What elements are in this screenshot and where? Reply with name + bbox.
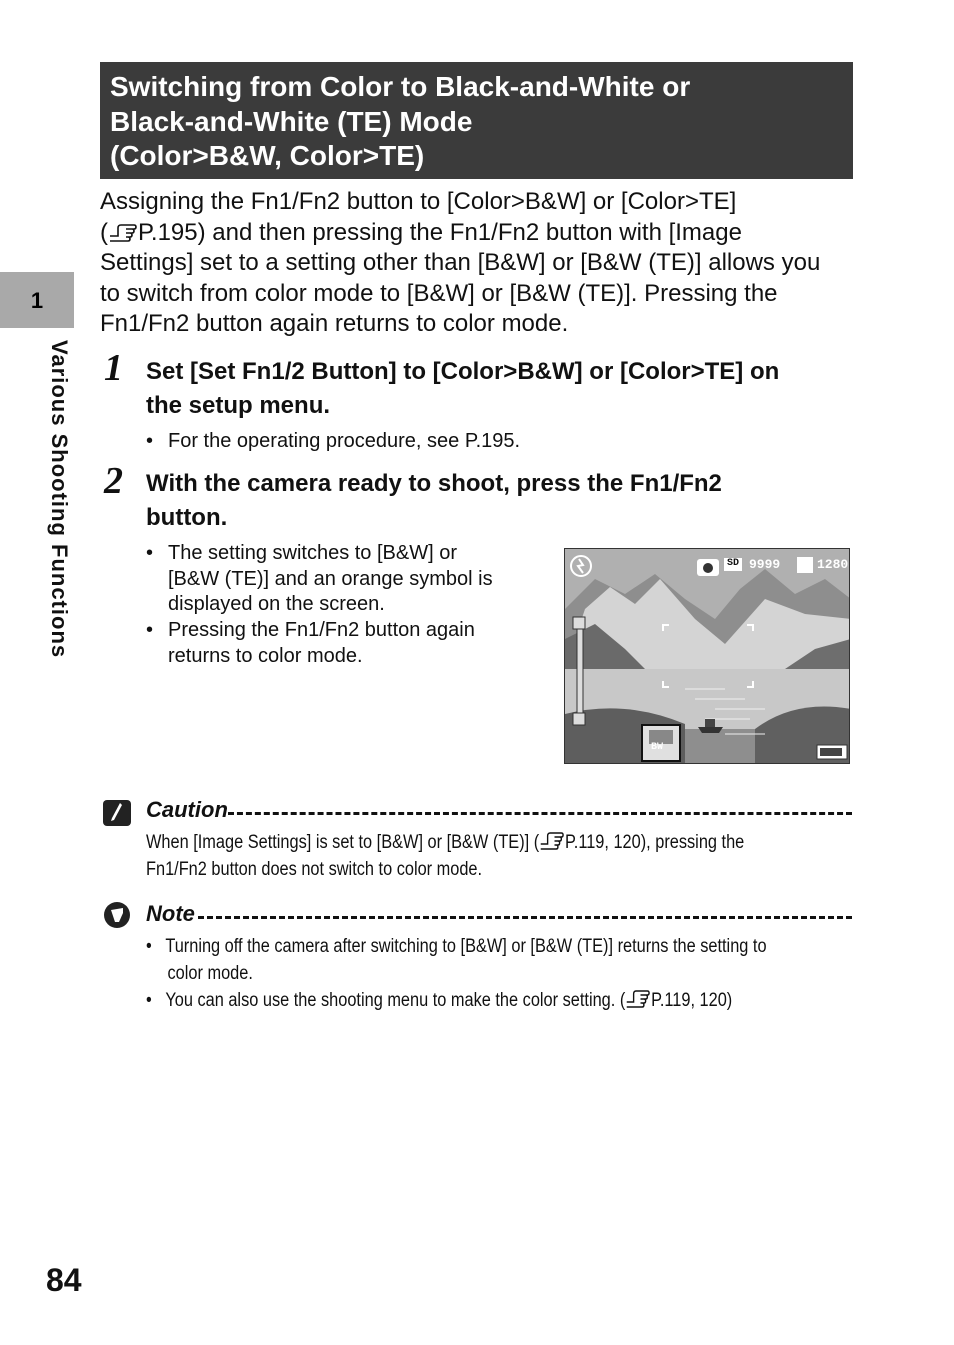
lcd-shots-remaining: 9999 [749, 557, 781, 572]
reference-hand-icon [539, 830, 565, 850]
note-bullet-2: • You can also use the shooting menu to make the color setting. ( P.119, 120) [146, 990, 733, 1011]
intro-line-1: Assigning the Fn1/Fn2 button to [Color>B&W] or [Color>TE] [100, 188, 737, 215]
caution-line-2: Fn1/Fn2 button does not switch to color mode. [146, 859, 483, 880]
step-1-title-line-1: Set [Set Fn1/2 Button] to [Color>B&W] or [Color>TE] on [146, 358, 780, 385]
intro-line-2 [100, 218, 860, 249]
header-line-1: Switching from Color to Black-and-White or [110, 71, 691, 102]
step-2-bullet-1-line-1: The setting switches to [B&W] or [168, 542, 457, 564]
step-1-title [146, 355, 856, 423]
intro-paragraph [100, 187, 860, 340]
lcd-sd-label: SD [727, 558, 740, 569]
intro-line-2-ref: P.195) and then pressing the Fn1/Fn2 button with [Image [138, 218, 742, 246]
step-2-title [146, 467, 856, 535]
note-bullet-1-line-1-text: Turning off the camera after switching to [B&W] or [B&W (TE)] returns the setting to [165, 936, 767, 957]
note-text [146, 933, 767, 1014]
intro-line-5: Fn1/Fn2 button again returns to color mode. [100, 310, 569, 337]
step-1-number: 1 [104, 347, 123, 389]
step-2-bullet-1-line-3: displayed on the screen. [168, 593, 385, 615]
note-bullet-1-line-1: • Turning off the camera after switching to [B&W] or [B&W (TE)] returns the setting to [146, 936, 767, 957]
step-2-title-line-2: button. [146, 504, 228, 531]
chapter-number: 1 [30, 288, 44, 313]
caution-line-1-ref: P.119, 120), pressing the [564, 832, 745, 853]
note-bullet-2-prefix: You can also use the shooting menu to make the color setting. ( [165, 990, 626, 1011]
caution-line-1 [146, 829, 744, 856]
camera-lcd-illustration [564, 548, 850, 764]
note-heading: Note [146, 901, 195, 926]
step-2-title-line-1: With the camera ready to shoot, press the Fn1/Fn2 [146, 470, 722, 497]
step-2-bullet-1: • The setting switches to [B&W] or [B&W (TE)] and an orange symbol is displayed on the screen. [146, 542, 493, 615]
note-icon [102, 900, 132, 930]
lcd-image-size: 1280 [817, 557, 849, 572]
reference-hand-icon [625, 988, 651, 1008]
step-2-bullet-1-line-2: [B&W (TE)] and an orange symbol is [168, 568, 493, 590]
page-number: 84 [46, 1262, 82, 1298]
caution-rule [228, 812, 852, 815]
step-1-bullet-text: For the operating procedure, see P.195. [168, 430, 521, 452]
caution-line-1-prefix: When [Image Settings] is set to [B&W] or [B&W (TE)] ( [146, 832, 540, 853]
note-rule [198, 916, 852, 919]
intro-line-3: Settings] set to a setting other than [B&W] or [B&W (TE)] allows you [100, 249, 821, 276]
step-2-number: 2 [104, 460, 123, 502]
step-1-title-line-2: the setup menu. [146, 392, 331, 419]
intro-line-4: to switch from color mode to [B&W] or [B&W (TE)]. Pressing the [100, 279, 778, 307]
caution-heading: Caution [146, 797, 228, 822]
step-2-bullet-2-line-2: returns to color mode. [168, 645, 363, 667]
caution-icon [102, 798, 132, 828]
header-line-2: Black-and-White (TE) Mode [110, 105, 473, 137]
intro-line-2-prefix: ( [100, 218, 108, 246]
landscape-image [565, 549, 850, 764]
step-2-bullet-2-line-1: Pressing the Fn1/Fn2 button again [168, 619, 475, 641]
lcd-bw-label: BW [651, 742, 664, 753]
chapter-title: Various Shooting Functions [47, 340, 72, 659]
note-bullet-1-line-2: color mode. [167, 963, 253, 984]
header-line-3: (Color>B&W, Color>TE) [110, 140, 425, 171]
step-2-bullet-2: • Pressing the Fn1/Fn2 button again returns to color mode. [146, 619, 475, 667]
reference-hand-icon [108, 222, 138, 242]
note-bullet-2-ref: P.119, 120) [651, 990, 733, 1011]
section-header [100, 62, 853, 179]
caution-text [146, 829, 744, 883]
